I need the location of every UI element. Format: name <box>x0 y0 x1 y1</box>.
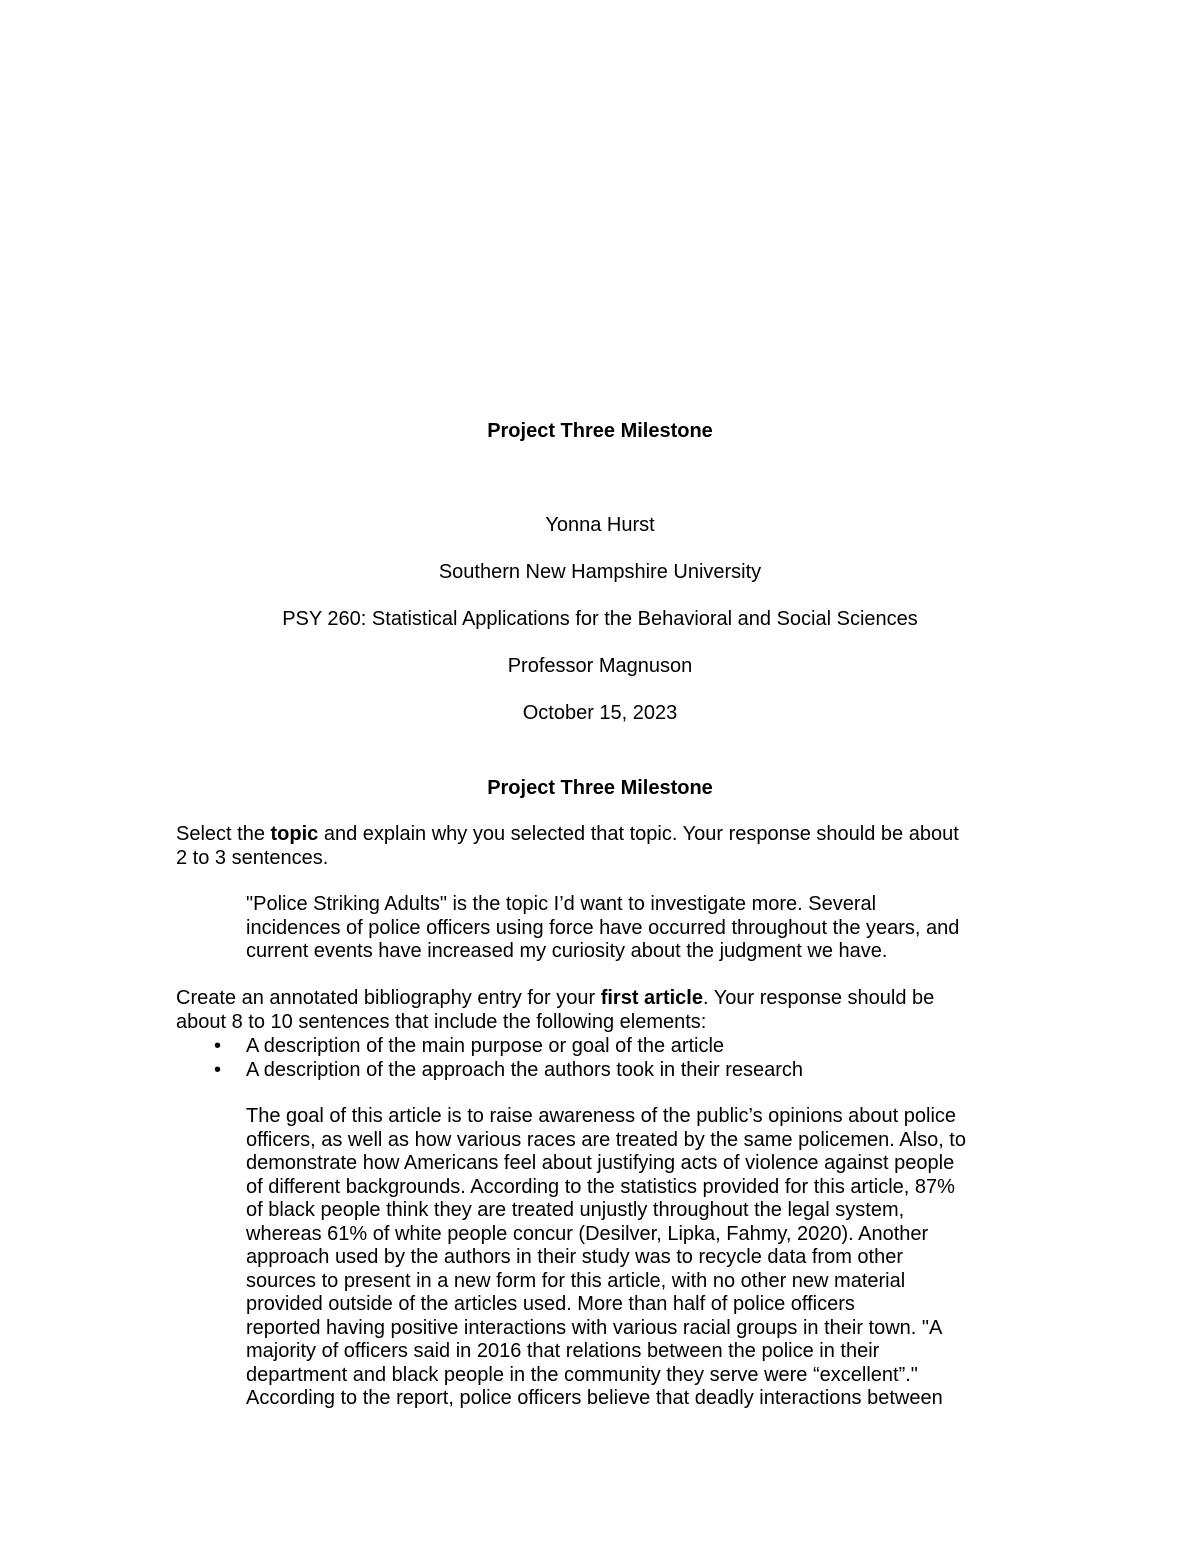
answer-topic-line: "Police Striking Adults" is the topic I’d want to investigate more. Several <box>246 893 877 915</box>
document-date: October 15, 2023 <box>522 702 678 724</box>
answer-line: The goal of this article is to raise awareness of the public’s opinions about police <box>246 1105 957 1127</box>
answer-line: approach used by the authors in their study was to recycle data from other <box>246 1246 904 1268</box>
answer-line: whereas 61% of white people concur (Desilver, Lipka, Fahmy, 2020). Another <box>246 1222 929 1245</box>
answer-line: majority of officers said in 2016 that relations between the police in their <box>246 1340 880 1362</box>
prompt-first-article-bold: first article <box>600 987 703 1009</box>
answer-topic <box>246 893 959 964</box>
answer-topic-line: current events have increased my curiosity about the judgment we have. <box>246 940 888 962</box>
prompt-first-article-text: Create an annotated bibliography entry for your <box>176 987 601 1009</box>
answer-line: sources to present in a new form for this article, with no other new material <box>246 1269 906 1292</box>
title-page-title: Project Three Milestone <box>487 420 713 442</box>
prompt-topic-line-2: 2 to 3 sentences. <box>176 846 329 869</box>
answer-line: provided outside of the articles used. More than half of police officers <box>246 1293 855 1315</box>
bullet-icon: • <box>214 1058 222 1081</box>
prompt-first-article-text-end: . Your response should be <box>702 987 935 1009</box>
prompt-topic-bold: topic <box>270 823 319 845</box>
prompt-first-article <box>176 987 934 1034</box>
answer-line: of black people think they are treated unjustly throughout the legal system, <box>246 1199 905 1221</box>
prompt-topic-line-1 <box>176 823 959 847</box>
author-name: Yonna Hurst <box>545 514 655 536</box>
bullet-icon: • <box>214 1035 222 1057</box>
list-item-text: A description of the main purpose or goal of the article <box>246 1035 725 1057</box>
answer-first-article <box>246 1105 966 1411</box>
prompt-topic-text-end: and explain why you selected that topic. Your response should be about <box>318 823 959 845</box>
answer-line: According to the report, police officers believe that deadly interactions between <box>246 1387 943 1409</box>
answer-line: officers, as well as how various races are treated by the same policemen. Also, to <box>246 1128 966 1151</box>
answer-line: demonstrate how Americans feel about justifying acts of violence against people <box>246 1152 955 1174</box>
body-heading: Project Three Milestone <box>487 777 713 799</box>
prompt-topic-text: Select the <box>176 823 271 845</box>
answer-line: reported having positive interactions with various racial groups in their town. "A <box>246 1316 943 1339</box>
prompt-topic <box>176 823 959 870</box>
professor-name: Professor Magnuson <box>507 655 693 677</box>
prompt-first-article-line-1 <box>176 987 934 1011</box>
answer-line: department and black people in the community they serve were “excellent”." <box>246 1363 918 1386</box>
answer-topic-line: incidences of police officers using force have occurred throughout the years, and <box>246 916 960 939</box>
course-name: PSY 260: Statistical Applications for the Behavioral and Social Sciences <box>282 608 918 630</box>
prompt-first-article-line-2: about 8 to 10 sentences that include the following elements: <box>176 1010 707 1033</box>
institution-name: Southern New Hampshire University <box>438 561 762 583</box>
answer-line: of different backgrounds. According to the statistics provided for this article, 87% <box>246 1175 955 1198</box>
list-item-text: A description of the approach the authors took in their research <box>246 1058 804 1081</box>
